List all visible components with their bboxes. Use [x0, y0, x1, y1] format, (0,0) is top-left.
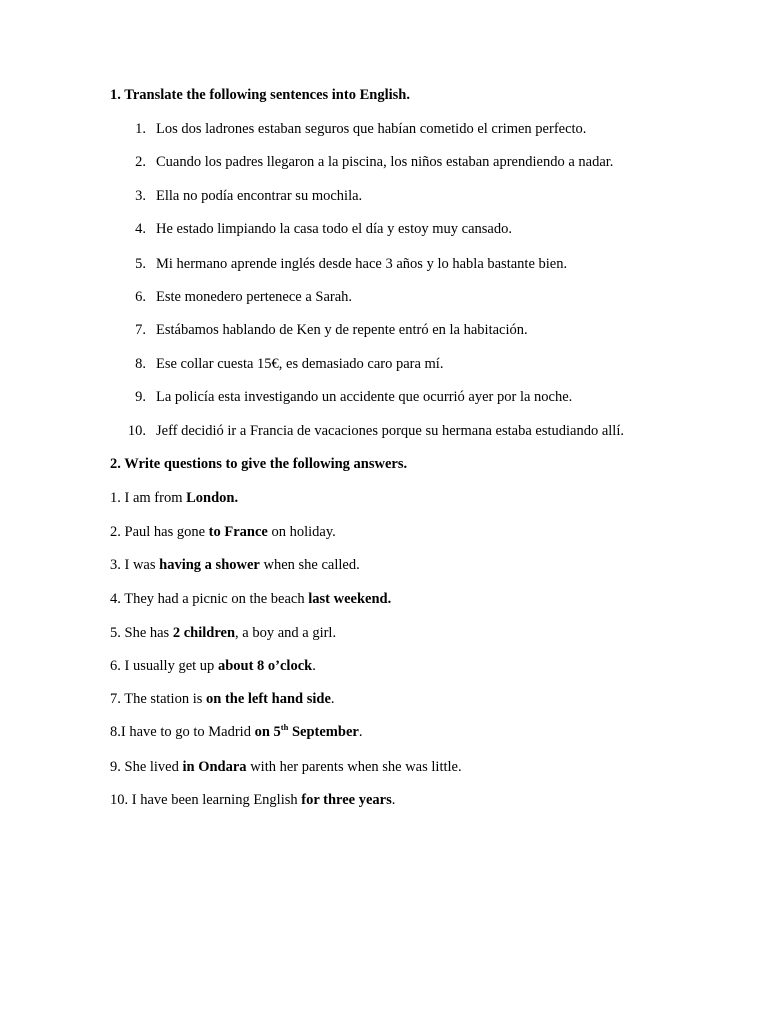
list-item: Este monedero pertenece a Sarah. — [156, 289, 353, 305]
list-item: Jeff decidió ir a Francia de vacaciones porque su hermana estaba estudiando allí. — [156, 423, 624, 439]
list-item-number: 8. — [135, 356, 146, 372]
list-item: Cuando los padres llegaron a la piscina, los niños estaban aprendiendo a nadar. — [156, 154, 614, 170]
list-item-number: 3. — [135, 188, 146, 204]
list-item: Ella no podía encontrar su mochila. — [156, 188, 363, 204]
list-item: Mi hermano aprende inglés desde hace 3 años y lo habla bastante bien. — [156, 256, 568, 272]
list-item-number: 1. — [135, 121, 146, 137]
list-item-number: 10. — [127, 423, 146, 439]
answer-item: 2. Paul has gone to France on holiday. — [110, 524, 336, 540]
section2-heading: 2. Write questions to give the following answers. — [110, 456, 408, 472]
answer-item: 7. The station is on the left hand side. — [110, 691, 335, 707]
list-item: Estábamos hablando de Ken y de repente entró en la habitación. — [156, 322, 528, 338]
answer-item: 8.I have to go to Madrid on 5th September. — [110, 722, 363, 740]
answer-item: 3. I was having a shower when she called. — [110, 557, 360, 573]
answer-item: 6. I usually get up about 8 o’clock. — [110, 658, 316, 674]
list-item-number: 9. — [135, 389, 146, 405]
answer-item: 9. She lived in Ondara with her parents when she was little. — [110, 759, 462, 775]
answer-item: 4. They had a picnic on the beach last weekend. — [110, 591, 392, 607]
list-item: He estado limpiando la casa todo el día y estoy muy cansado. — [156, 221, 512, 237]
list-item-number: 5. — [135, 256, 146, 272]
answer-item: 1. I am from London. — [110, 490, 239, 506]
section1-heading: 1. Translate the following sentences into English. — [110, 87, 410, 103]
answer-item: 10. I have been learning English for three years. — [110, 792, 396, 808]
list-item: Ese collar cuesta 15€, es demasiado caro para mí. — [156, 356, 444, 372]
answer-item: 5. She has 2 children, a boy and a girl. — [110, 625, 337, 641]
list-item-number: 2. — [135, 154, 146, 170]
list-item-number: 4. — [135, 221, 146, 237]
list-item-number: 6. — [135, 289, 146, 305]
list-item: Los dos ladrones estaban seguros que habían cometido el crimen perfecto. — [156, 121, 587, 137]
list-item: La policía esta investigando un accidente que ocurrió ayer por la noche. — [156, 389, 573, 405]
list-item-number: 7. — [135, 322, 146, 338]
